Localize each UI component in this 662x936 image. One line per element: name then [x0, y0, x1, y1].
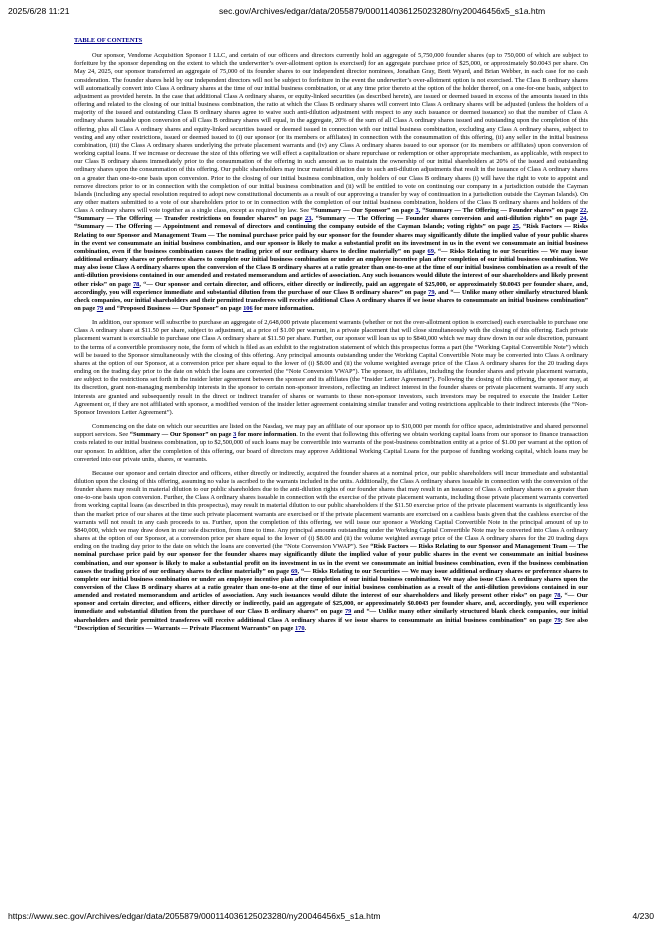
xref-text: and “Proposed Business — Our Sponsor” on page [103, 305, 244, 312]
page-link[interactable]: 79 [344, 608, 352, 616]
xref-text: “Summary — Our Sponsor” on page [129, 431, 234, 439]
table-of-contents-link[interactable]: TABLE OF CONTENTS [74, 37, 143, 44]
browser-print-header [8, 6, 654, 18]
xref-text: , “Summary — The Offering — Transfer restrictions on founder shares” on page [74, 207, 588, 223]
xref-text: “Summary — Our Sponsor” on page [310, 207, 416, 215]
page-link[interactable]: 22 [579, 207, 587, 215]
xref-text: for more information [236, 431, 297, 439]
xref-text: for more information. [252, 305, 314, 312]
xref-text: , “— Our sponsor and certain director, and officers, either directly or indirectly, paid an aggregate of $25,000, or approximately $0.0043 per founder share, and, accordingly, you will experience immediate and substantial dilution from the purchase of our Class B ordinary shares” on page [74, 592, 588, 616]
page-link[interactable]: 3 [415, 207, 419, 215]
paragraph-dilution [74, 470, 588, 633]
xref-text: and “— Unlike many other similarly structured blank check companies, our initial shareholders and their permitted transferees will receive additional Class A ordinary shares if we issue shares to consummate an initial business combination” on page [74, 608, 588, 624]
page-link[interactable]: 170 [294, 624, 305, 632]
paragraph-founder-shares [74, 52, 588, 313]
xref-text: , “Summary — The Offering — Appointment and removal of directors and continuing the company outside of the Cayman Islands; voting rights” on page [74, 215, 588, 231]
xref-text: , “— Our sponsor and certain director, and officers, either directly or indirectly, paid an aggregate of $25,000, or approximately $0.0043 per founder share, and, accordingly, you will experience immediate and substantial dilution from the purchase of our Class B ordinary shares” on page [74, 280, 588, 296]
print-datetime: 2025/6/28 11:21 [8, 6, 70, 16]
document-body [74, 37, 588, 895]
page-link[interactable]: 79 [554, 616, 561, 624]
paragraph-private-placement: In addition, our sponsor will subscribe to purchase an aggregate of 2,648,000 private placement warrants (whether or not the over-allotment option is exercised) each exercisable to purchase one Class A ordinary share at $11.50 per share, subject to adjustment, at a price of $1.00 per warrant, in a private placement that will close simultaneously with the closing of this offering. Each private placement warrant is exercisable to purchase one Class A ordinary share at $11.50 per share. Further, our sponsor will loan us up to $840,000 which we may draw down in our sole discretion, pursuant to the terms of a convertible promissory note, the form of which is filed as an exhibit to the registration statement of which this prospectus forms a part (the “Working Capital Convertible Note”) which will be issued to the Sponsor simultaneously with the closing of this offering. Any principal amounts outstanding under the Working Capital Convertible Note may be converted into Class A ordinary shares at the option of our Sponsor, at a conversion price per share equal to the lower of (i) $8.00 and (ii) the volume weighted average price of the Class A ordinary shares for the 20 trading days ending on the trading day prior to the date on which the loans are converted (the “Note Conversion VWAP”). The sponsor, its affiliates, including the founder shares and private placement warrants, are subject to the restrictions set forth in the insider letter agreement between the sponsor and its affiliates (the “Insider Letter Agreement”). Following the closing of this offering, the sponsor may, at its discretion, grant non-managing membership interests in the sponsor to certain non-sponsor investors, reflecting an indirect interest in the founder shares or private placement warrants. If any such interests are granted and subsequently result in the direct or indirect transfer of shares or warrants to these non-sponsor investors, such investors may be required to execute the Insider Letter Agreement or, if they are not affiliated with sponsor, a modified version of the insider letter agreement containing similar transfer and voting restrictions applicable to their indirect interests (the “Non-Sponsor Investors Letter Agreement”). [74, 319, 588, 416]
browser-print-footer [8, 911, 654, 923]
xref-text: , “— Risks Relating to our Securities — We may issue additional ordinary shares or preference shares to complete our initial business combination or under an employee incentive plan after completion of our initial business combination. We may also issue Class A ordinary shares upon the conversion of the Class B ordinary shares at a ratio greater than one-to-one at the time of our initial business combination as a result of the anti-dilution provisions contained in our amended and restated memorandum and articles of association. Any such issuances would dilute the interest of our shareholders and likely present other risks” on page [74, 567, 588, 600]
xref-text: . [304, 624, 307, 632]
paragraph-text: Commencing on the date on which our securities are listed on the Nasdaq, we may pay an affiliate of our sponsor up to $10,000 per month for office space, administrative and shared personnel support services. See [74, 423, 588, 439]
paragraph-text: . In the event that following this offering we obtain working capital loans from our sponsor to finance transaction costs related to our initial business combination, up to $2,500,000 of such loans may be convertible into warrants of the post-business combination entity at a price of $1.00 per warrant at the option of our sponsor. In addition, after the completion of this offering, our board of directors may approve Additional Working Capital Loans for the purpose of funding working capital, which loans may be converted into our private units, shares, or warrants. [74, 431, 588, 463]
xref-text: , “Summary — The Offering — Founder shares conversion and anti-dilution rights” on page [311, 215, 580, 223]
print-page-number: 4/230 [632, 911, 654, 921]
page-link[interactable]: 25 [512, 223, 519, 231]
paragraph-office-space [74, 423, 588, 464]
paragraph-text: Our sponsor, Vendome Acquisition Sponsor I LLC, and certain of our officers and directors currently hold an aggregate of 5,750,000 founder shares (up to 750,000 of which are subject to forfeiture by the sponsor depending on the extent to which the underwriter’s over-allotment option is exercised) for an aggregate purchase price of $25,000, or approximately $0.0043 per share. On May 24, 2025, our sponsor transferred an aggregate of 75,000 of its founder shares to our independent director nominees, Jonathan Gray, Brett Wyard, and Brian Webber, in each case for no cash consideration. The founder shares held by our independent directors will not be subject to forfeiture in the event the underwriter’s over-allotment option is not exercised. The Class B ordinary shares will automatically convert into Class A ordinary shares at the time of our initial business combination, or at any time prior thereto at the option of the holder thereof, on a one-for-one basis, subject to adjustment as provided herein. In the case that additional Class A ordinary shares, or equity-linked securities (as described herein), are issued or deemed issued in excess of the amounts issued in this offering and related to the closing of our initial business combination, the ratio at which the Class B ordinary shares will convert into Class A ordinary shares will be adjusted (unless the holders of a majority of the issued and outstanding Class B ordinary shares agree to waive such anti-dilution adjustment with respect to any such issuance or deemed issuance) so that the number of Class A ordinary shares issuable upon conversion of all Class B ordinary shares will equal, in the aggregate, 20% of the sum of all Class A ordinary shares issued and outstanding upon the completion of this offering, plus all Class A ordinary shares and equity-linked securities issued or deemed issued in connection with our initial business combination, excluding any Class A ordinary shares, subject to vesting and any other restrictions, issued or deemed issued to (i) our sponsor (or its members or affiliates) in connection with the consummation of this offering, (ii) any seller in the initial business combination, (iii) the Class A ordinary shares underlying the private placement warrants and (iv) any Class A ordinary shares issued to our sponsor (or its members or affiliates) upon conversion of working capital loans. If we increase or decrease the size of this offering we will effect a capitalization or share repurchase or redemption or other appropriate mechanism, as applicable, with respect to our Class B ordinary shares immediately prior to the consummation of the offering in such amount as to maintain the ownership of our initial shareholders at 20% of the issued and outstanding ordinary shares upon the consummation of this offering. Our public shareholders may incur material dilution due to such anti-dilution adjustments that result in the issuance of Class A ordinary shares on a greater than one-to-one basis upon conversion. Prior to the closing of our initial business combination, only holders of our Class B ordinary shares (i) will have the right to vote to appoint and remove directors prior to or in connection with the completion of our initial business combination and (ii) will be entitled to vote on continuing our company in a jurisdiction outside the Cayman Islands (including any special resolution required to adopt new constitutional documents as a result of our approving a transfer by way of continuation in a jurisdiction outside the Cayman Islands). On any other matters submitted to a vote of our shareholders prior to or in connection with the completion of our initial business combination, holders of the Class B ordinary shares and holders of the Class A ordinary shares will vote together as a single class, except as required by law. See [74, 52, 588, 215]
print-page-title: sec.gov/Archives/edgar/data/2055879/000114036125023280/ny20046456x5_s1a.htm [219, 6, 546, 16]
xref-text: , “Summary — The Offering — Founder shares” on page [418, 207, 580, 215]
page-link[interactable]: 69 [427, 247, 434, 255]
page-link[interactable]: 23 [305, 215, 312, 223]
xref-text: , “Risk Factors — Risks Relating to our Sponsor and Management Team — The nominal purchase price paid by our sponsor for the founder shares may significantly dilute the implied value of your public shares in the event we consummate an initial business combination, and our sponsor is likely to make a substantial profit on its investment in us in the event we consummate an initial business combination, even if the business combination causes the trading price of our ordinary shares to decline materially” on page [74, 223, 588, 255]
page-link[interactable]: 78 [554, 592, 561, 600]
xref-text: , “— Risks Relating to our Securities — We may issue additional ordinary shares or preference shares to complete our initial business combination or under an employee incentive plan after completion of our initial business combination. We may also issue Class A ordinary shares upon the conversion of the Class B ordinary shares at a ratio greater than one-to-one at the time of our initial business combination as a result of the anti-dilution provisions contained in our amended and restated memorandum and articles of association. Any such issuances would dilute the interest of our shareholders and likely present other risks” on page [74, 247, 588, 288]
xref-text: ; See also “Description of Securities — Warrants — Private Placement Warrants” on page [74, 616, 588, 632]
page-link[interactable]: 3 [233, 431, 237, 439]
page-link[interactable]: 79 [96, 305, 104, 312]
page-link[interactable]: 79 [428, 288, 435, 296]
page-link[interactable]: 78 [132, 280, 140, 288]
page-link[interactable]: 106 [243, 305, 253, 312]
page-link[interactable]: 69 [291, 567, 298, 575]
paragraph-text: Because our sponsor and certain director and officers, either directly or indirectly, acquired the founder shares at a nominal price, our public shareholders will incur immediate and substantial dilution upon the closing of this offering, assuming no value is ascribed to the warrants included in the units. Additionally, the Class A ordinary shares issuable in connection with the conversion of the founder shares may result in material dilution to our public shareholders due to the anti-dilution rights of our founder shares that may result in an issuance of Class A ordinary shares on a greater than one-to-one basis upon conversion. Further, the Class A ordinary shares issuable in connection with the exercise of the private placement warrants, including those private placement warrants converted from working capital loans (as described in this prospectus), may result in material dilution to our public shareholders if the $11.50 exercise price of the private placement warrants is significantly less than the market price of our shares at the time such private placement warrants are exercised or if the private placement warrants are exercised on a cashless basis given that the cashless exercise of the warrants will not result in any cash proceeds to us. Further, upon the completion of this offering, we will issue our sponsor a Working Capital Convertible Note in the principal amount of up to $840,000, which we may draw down in our sole discretion, from time to time. Any principal amounts outstanding under the Working Capital Convertible Note may be converted into Class A ordinary shares at the option of our Sponsor, at a conversion price per share equal to the lower of (i) $8.00 and (ii) the volume weighted average price of the Class A ordinary shares for the 20 trading days ending on the trading day prior to the date on which the loans are converted (the “Note Conversion VWAP”). See [74, 469, 588, 551]
xref-text: “Risk Factors — Risks Relating to our Sponsor and Management Team — The nominal purchase price paid by our sponsor for the founder shares may significantly dilute the implied value of your public shares in the event we consummate an initial business combination, and our sponsor is likely to make a substantial profit on its investment in us in the event we consummate an initial business combination, even if the business combination causes the trading price of our ordinary shares to decline materially” on page [74, 543, 588, 575]
print-url: https://www.sec.gov/Archives/edgar/data/2055879/000114036125023280/ny20046456x5_s1a.htm [8, 911, 381, 921]
xref-text: , and “— Unlike many other similarly structured blank check companies, our initial shareholders and their permitted transferees will receive additional Class A ordinary shares if we issue shares to consummate an initial business combination” on page [74, 288, 588, 312]
page-link[interactable]: 24 [579, 215, 587, 223]
